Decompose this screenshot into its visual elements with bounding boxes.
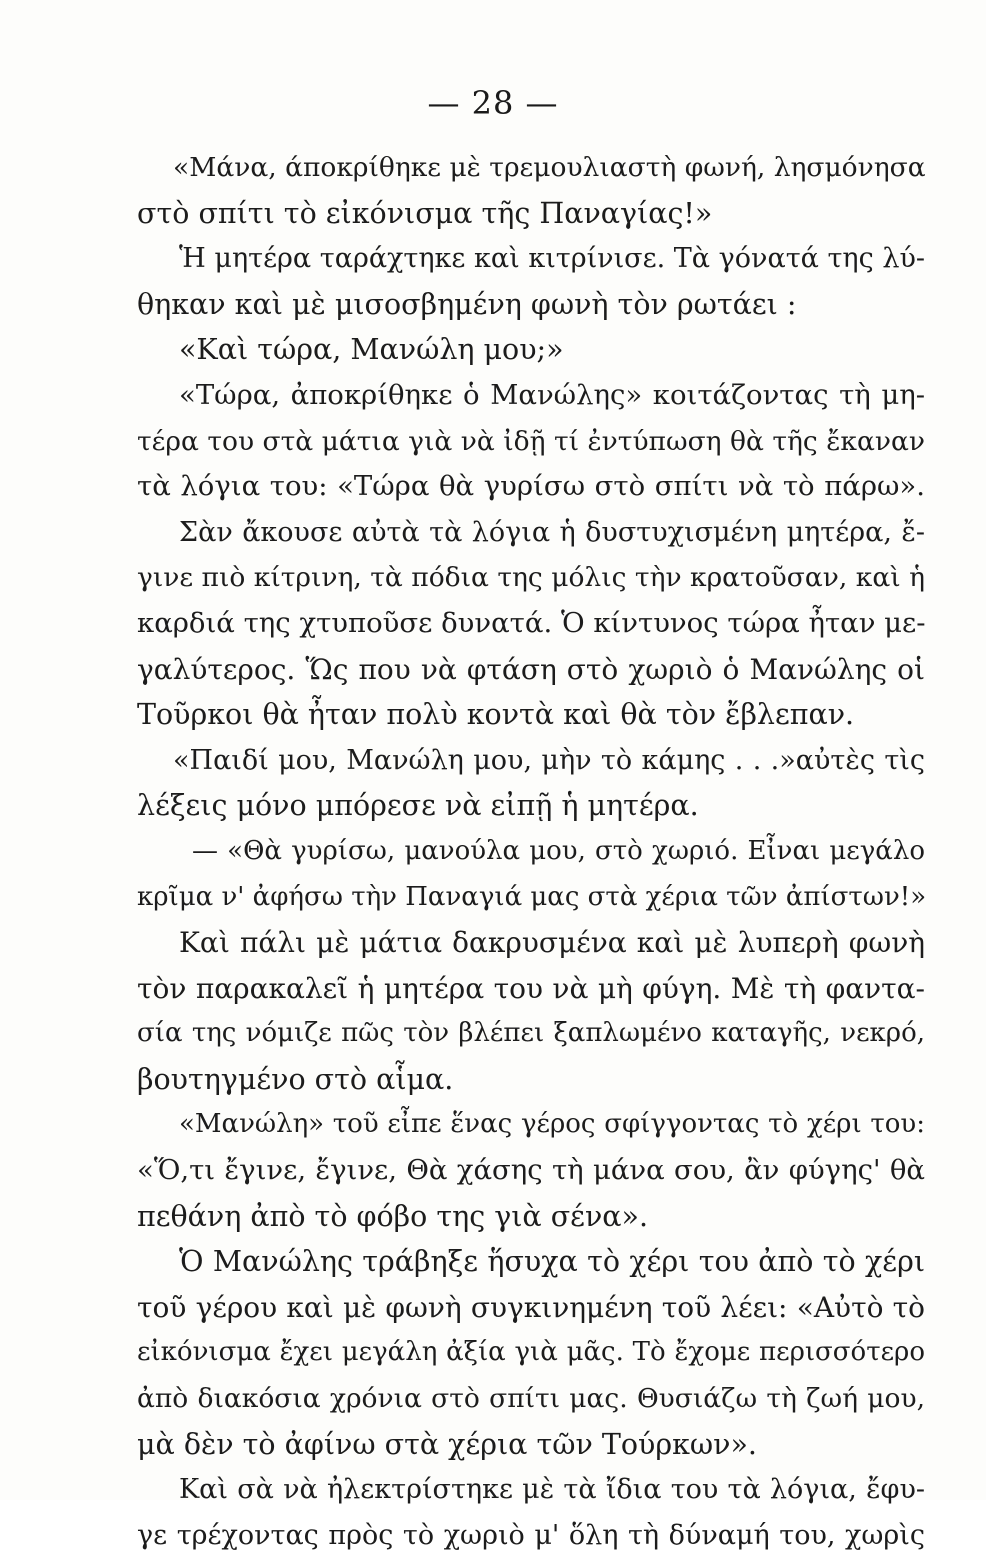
body-text xyxy=(137,145,925,1558)
text-line: γε τρέχοντας πρὸς τὸ χωριὸ μ' ὅλη τὴ δύναμή του, χωρὶς xyxy=(137,1519,925,1551)
text-line: «Ὅ,τι ἔγινε, ἔγινε, Θὰ χάσης τὴ μάνα σου, ἂν φύγης' θὰ xyxy=(137,1154,925,1187)
text-line: λέξεις μόνο μπόρεσε νὰ εἰπῇ ἡ μητέρα. xyxy=(137,789,699,823)
text-line: γινε πιὸ κίτρινη, τὰ πόδια της μόλις τὴν κρατοῦσαν, καὶ ἡ xyxy=(137,562,925,594)
text-line: Τοῦρκοι θὰ ἦταν πολὺ κοντὰ καὶ θὰ τὸν ἔβλεπαν. xyxy=(137,698,855,732)
text-line: ἀπὸ διακόσια χρόνια στὸ σπίτι μας. Θυσιάζω τὴ ζωή μου, xyxy=(137,1383,925,1415)
text-line: Ἡ μητέρα ταράχτηκε καὶ κιτρίνισε. Τὰ γόνατά της λύ- xyxy=(179,243,925,275)
text-line: τοῦ γέρου καὶ μὲ φωνὴ συγκινημένη τοῦ λέει: «Αὐτὸ τὸ xyxy=(137,1290,925,1324)
text-line: γαλύτερος. Ὥς που νὰ φτάση στὸ χωριὸ ὁ Μανώλης οἱ xyxy=(137,652,925,686)
text-line: εἰκόνισμα ἔχει μεγάλη ἀξία γιὰ μᾶς. Τὸ ἔχομε περισσότερο xyxy=(137,1337,925,1368)
text-line: σία της νόμιζε πῶς τὸν βλέπει ξαπλωμένο καταγῆς, νεκρό, xyxy=(137,1018,925,1049)
text-line: Καὶ πάλι μὲ μάτια δακρυσμένα καὶ μὲ λυπερὴ φωνὴ xyxy=(179,926,925,960)
text-line: τέρα του στὰ μάτια γιὰ νὰ ἰδῇ τί ἐντύπωση θὰ τῆς ἔκαναν xyxy=(137,425,925,457)
text-line: «Τώρα, ἀποκρίθηκε ὁ Μανώλης» κοιτάζοντας τὴ μη- xyxy=(179,378,925,411)
text-line: βουτηγμένο στὸ αἷμα. xyxy=(137,1062,454,1096)
text-line: «Μανώλη» τοῦ εἶπε ἕνας γέρος σφίγγοντας τὸ χέρι του: xyxy=(179,1109,925,1140)
text-line: θηκαν καὶ μὲ μισοσβημένη φωνὴ τὸν ρωτάει : xyxy=(137,287,797,321)
text-line: Σὰν ἄκουσε αὐτὰ τὰ λόγια ἡ δυστυχισμένη μητέρα, ἔ- xyxy=(179,516,925,548)
text-line: τὰ λόγια του: «Τώρα θὰ γυρίσω στὸ σπίτι νὰ τὸ πάρω». xyxy=(137,470,925,503)
text-line: μὰ δὲν τὸ ἀφίνω στὰ χέρια τῶν Τούρκων». xyxy=(137,1427,757,1461)
text-line: «Μάνα, άποκρίθηκε μὲ τρεμουλιαστὴ φωνή, λησμόνησα xyxy=(173,152,926,183)
text-line: τὸν παρακαλεῖ ἡ μητέρα του νὰ μὴ φύγη. Μὲ τὴ φαντα- xyxy=(137,971,925,1005)
text-line: «Παιδί μου, Μανώλη μου, μὴν τὸ κάμης . . .»αὐτὲς τὶς xyxy=(173,744,925,776)
text-line: «Καὶ τώρα, Μανώλη μου;» xyxy=(179,333,564,367)
text-line: πεθάνη ἀπὸ τὸ φόβο της γιὰ σένα». xyxy=(137,1199,649,1233)
text-line: κρῖμα ν' ἀφήσω τὴν Παναγιά μας στὰ χέρια τῶν ἀπίστων!» xyxy=(137,881,927,912)
text-line: Καὶ σὰ νὰ ἠλεκτρίστηκε μὲ τὰ ἴδια του τὰ λόγια, ἔφυ- xyxy=(179,1474,925,1506)
text-line: Ὁ Μανώλης τράβηξε ἥσυχα τὸ χέρι του ἀπὸ τὸ χέρι xyxy=(179,1245,925,1279)
text-line: — «Θὰ γυρίσω, μανούλα μου, στὸ χωριό. Εἶναι μεγάλο xyxy=(192,835,925,866)
text-line: στὸ σπίτι τὸ εἰκόνισμα τῆς Παναγίας!» xyxy=(137,196,713,230)
text-line: καρδιά της χτυποῦσε δυνατά. Ὁ κίντυνος τώρα ἦταν με- xyxy=(137,606,926,639)
page-number: — 28 — xyxy=(427,84,559,122)
